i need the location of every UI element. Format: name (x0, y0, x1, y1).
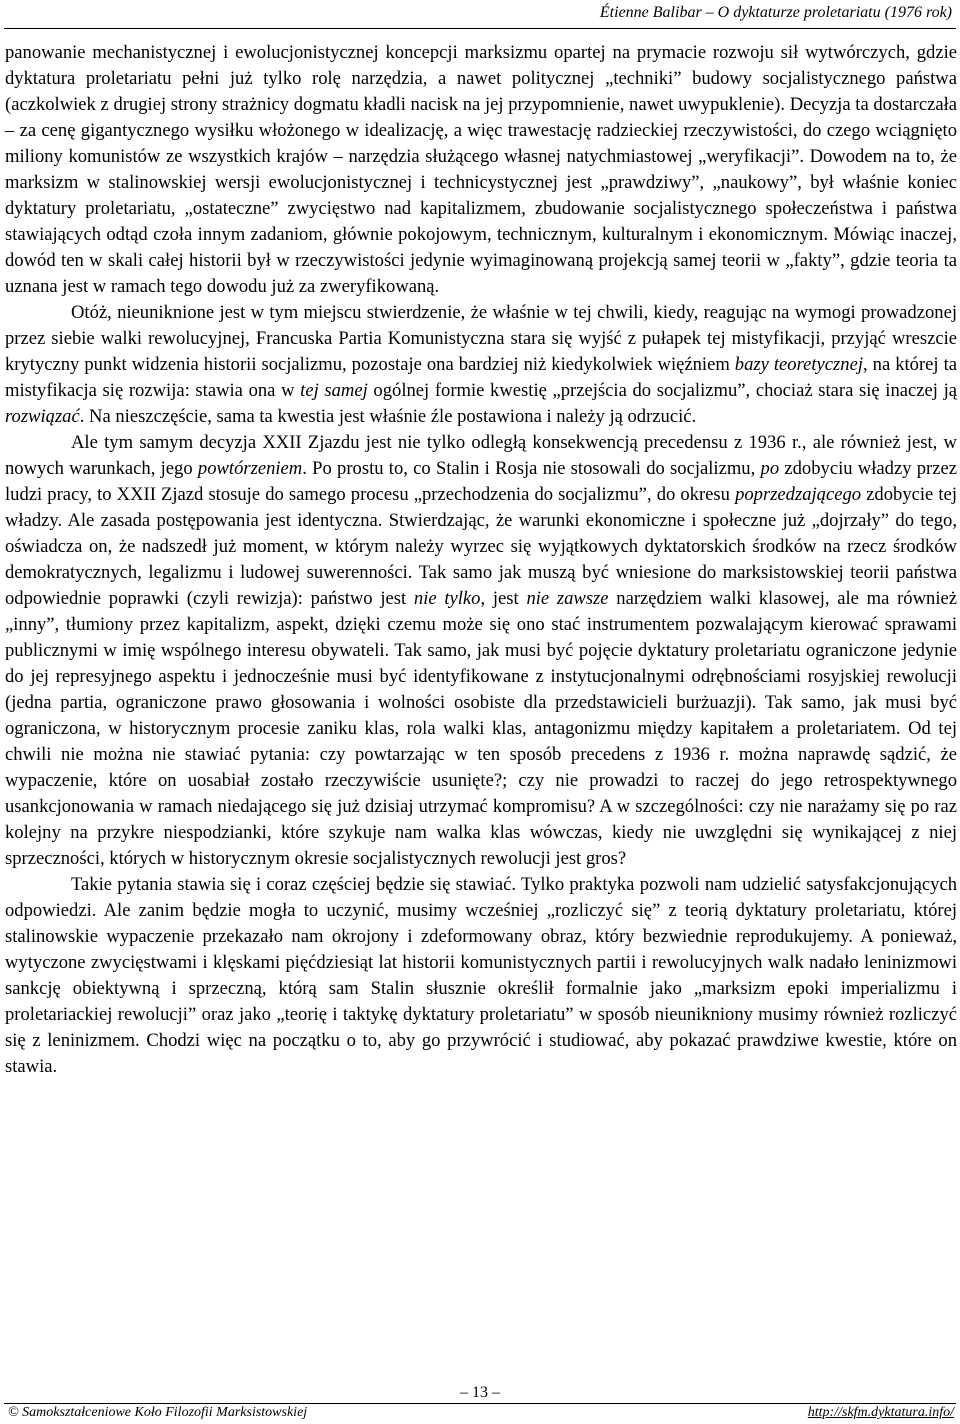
footer-url-link[interactable]: http://skfm.dyktatura.info/ (807, 1405, 954, 1420)
emphasis-text: powtórzeniem (197, 458, 303, 479)
text-run: zdobycie tej władzy. Ale zasada postępowania jest identyczna. Stwierdzając, że warunki ekonomiczne i społeczne już „dojrzały” do tego, oświadcza on, że nadszedł już moment, w którym należy wyrzec się wyjątkowych dyktatorskich środków na rzecz środków demokratycznych, legalizmu i ludowej suwerenności. Tak samo jak muszą być wniesione do marksistowskiej teorii państwa odpowiednie poprawki (czyli rewizja): państwo jest (5, 484, 957, 609)
text-run: , na której ta mistyfikacja się rozwija: stawia ona w (5, 354, 957, 401)
body-text (5, 40, 957, 1080)
text-run: panowanie mechanistycznej i ewolucjonistycznej koncepcji marksizmu opartej na prymacie rozwoju sił wytwórczych, gdzie dyktatura proletariatu pełni już tylko rolę narzędzia, a nawet politycznej „techniki” budowy socjalistycznego państwa (aczkolwiek z drugiej strony strażnicy dogmatu kładli nacisk na jej przypomnienie, nawet uwypuklenie). Decyzja ta dostarczała – za cenę gigantycznego wysiłku włożonego w idealizację, a więc trawestację radzieckiej rzeczywistości, do czego wciągnięto miliony komunistów ze wszystkich krajów – narzędzia służącego własnej natychmiastowej „weryfikacji”. Dowodem na to, że marksizm w stalinowskiej wersji ewolucjonistycznej i technicystycznej jest „prawdziwy”, „naukowy”, był właśnie koniec dyktatury proletariatu, „ostateczne” zwycięstwo nad kapitalizmem, zbudowanie socjalistycznego społeczeństwa i państwa stawiających odtąd czoła innym zadaniom, głównie pokojowym, technicznym, kulturalnym i ekonomicznym. Mówiąc inaczej, dowód ten w skali całej historii był w rzeczywistości jedynie wyimaginowaną projekcją samej teorii w „fakty”, gdzie teoria ta uznana jest w ramach tego dowodu już za zweryfikowaną. (5, 42, 957, 297)
text-run: Ale tym samym decyzja XXII Zjazdu jest nie tylko odległą konsekwencją precedensu z 1936 r., ale również jest, w nowych warunkach, jego (5, 432, 957, 479)
text-run: Takie pytania stawia się i coraz częściej będzie się stawiać. Tylko praktyka pozwoli nam udzielić satysfakcjonujących odpowiedzi. Ale zanim będzie mogła to uczynić, musimy wcześniej „rozliczyć się” z teorią dyktatury proletariatu, której stalinowskie wypaczenie przekazało nam okrojony i zdeformowany obraz, który bezwiednie reprodukujemy. A ponieważ, wytyczone zwycięstwami i klęskami pięćdziesiąt lat historii komunistycznych partii i rewolucyjnych walk nadało leninizmowi sankcję obiektywną i sprzeczną, którą sam Stalin słusznie określił formalnie jako „marksizm epoki imperializmu i proletariackiej rewolucji” oraz jako „teorię i taktykę dyktatury proletariatu” w sposób nieunikniony musimy również rozliczyć się z leninizmem. Chodzi więc na początku o to, aby go przywrócić i studiować, aby pokazać prawdziwe kwestie, które on stawia. (5, 874, 957, 1077)
emphasis-text: poprzedzającego (735, 484, 862, 505)
text-run: Otóż, nieuniknione jest w tym miejscu stwierdzenie, że właśnie w tej chwili, kiedy, reagując na wymogi prowadzonej przez siebie walki rewolucyjnej, Francuska Partia Komunistyczna stara się wyjść z pułapek tej mistyfikacji, przyjąć wreszcie krytyczny punkt widzenia historii socjalizmu, pozostaje ona bardziej niż kiedykolwiek więźniem (5, 302, 957, 375)
text-run: , jest (480, 588, 527, 609)
text-run: . Na nieszczęście, sama ta kwestia jest właśnie źle postawiona i należy ją odrzucić. (79, 406, 697, 427)
text-run: narzędziem walki klasowej, ale ma również „inny”, tłumiony przez kapitalizm, aspekt, dzięki czemu może się ono stać instrumentem pozwalającym kierować sprawami publicznymi w imię wspólnego interesu obywateli. Tak samo, jak musi być pojęcie dyktatury proletariatu ograniczone jedynie do jej represyjnego aspektu i jednocześnie musi być identyfikowane z instytucjonalnymi odrębnościami rosyjskiej rewolucji (jedna partia, ograniczone prawo głosowania i wolności osobiste dla przedstawicieli burżuazji). Tak samo, jak musi być ograniczona, w historycznym procesie zaniku klas, rola walki klas, antagonizmu między kapitałem a proletariatem. Od tej chwili nie można nie stawiać pytania: czy powtarzając w ten sposób precedens z 1936 r. można naprawdę sądzić, że wypaczenie, które on uosabiał zostało rzeczywiście usunięte?; czy nie prowadzi to raczej do jego retrospektywnego usankcjonowania w ramach niedającego się już dzisiaj utrzymać kompromisu? A w szczególności: czy nie narażamy się po raz kolejny na przykre niespodzianki, które szykuje nam walka klas wówczas, kiedy nie uwzględni się wynikającej z niej sprzeczności, których w historycznym okresie socjalistycznych rewolucji jest gros? (5, 588, 957, 869)
emphasis-text: nie tylko (413, 588, 481, 609)
text-run: ogólnej formie kwestię „przejścia do socjalizmu”, chociaż stara się inaczej ją (367, 380, 957, 401)
emphasis-text: bazy teoretycznej (734, 354, 864, 375)
emphasis-text: po (760, 458, 780, 479)
paragraph-1 (5, 40, 957, 300)
page-number: – 13 – (460, 1384, 500, 1401)
running-header-title: Étienne Balibar – O dyktaturze proletariatu (1976 rok) (599, 4, 952, 21)
paragraph-2 (5, 300, 957, 430)
paragraph-4 (5, 872, 957, 1080)
emphasis-text: rozwiązać (5, 406, 80, 427)
header-rule (4, 28, 956, 29)
emphasis-text: tej samej (300, 380, 368, 401)
text-run: . Po prostu to, co Stalin i Rosja nie stosowali do socjalizmu, (302, 458, 761, 479)
footer-rule (4, 1403, 956, 1404)
text-run: zdobyciu władzy przez ludzi pracy, to XXII Zjazd stosuje do samego procesu „przechodzenia do socjalizmu”, do okresu (5, 458, 958, 505)
emphasis-text: nie zawsze (526, 588, 609, 609)
footer-organization: © Samokształceniowe Koło Filozofii Marksistowskiej (8, 1405, 308, 1420)
paragraph-3 (5, 430, 957, 872)
